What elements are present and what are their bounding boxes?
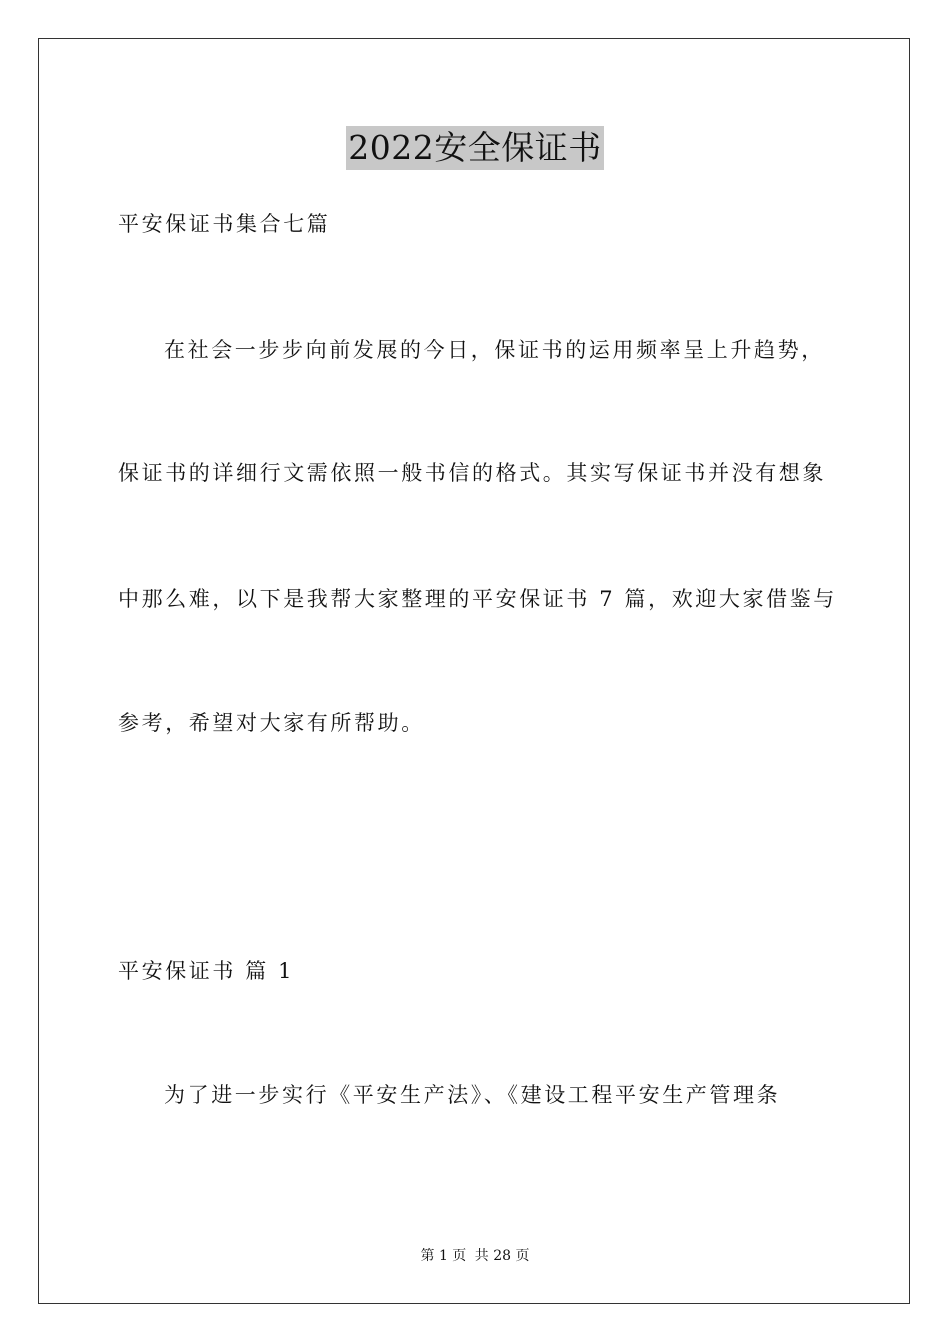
title-container	[0, 126, 950, 170]
intro-paragraph-line-2: 保证书的详细行文需依照一般书信的格式。其实写保证书并没有想象	[118, 461, 826, 485]
intro-paragraph-line-4: 参考，希望对大家有所帮助。	[118, 711, 425, 735]
section-heading: 平安保证书 篇 1	[118, 959, 295, 983]
page-number: 第 1 页	[420, 1248, 467, 1264]
total-pages: 共 28 页	[474, 1248, 530, 1264]
intro-paragraph-line-1: 在社会一步步向前发展的今日，保证书的运用频率呈上升趋势，	[164, 338, 825, 362]
intro-paragraph-line-3: 中那么难，以下是我帮大家整理的平安保证书 7 篇，欢迎大家借鉴与	[118, 587, 837, 611]
section-paragraph-line-1: 为了进一步实行《平安生产法》、《建设工程平安生产管理条	[164, 1083, 781, 1107]
document-subtitle: 平安保证书集合七篇	[118, 212, 331, 236]
document-title: 2022安全保证书	[346, 126, 603, 170]
page-footer	[0, 1246, 950, 1266]
